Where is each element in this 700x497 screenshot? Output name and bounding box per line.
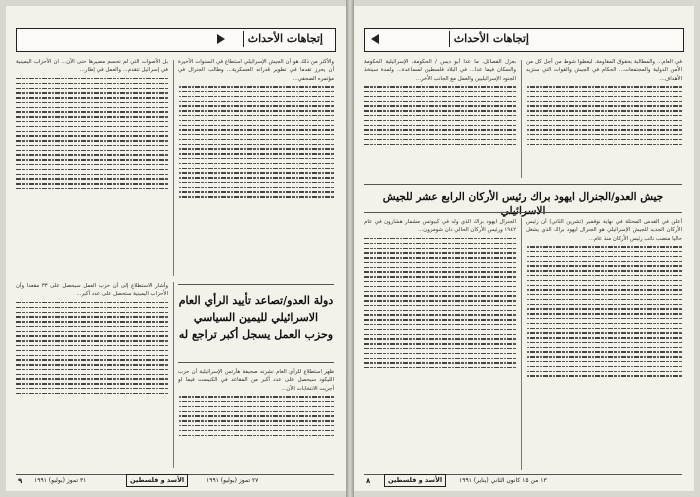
text-line — [364, 343, 516, 344]
divider — [178, 362, 334, 363]
text-line — [16, 388, 168, 389]
text-line — [178, 125, 334, 126]
right-body-column-right — [526, 218, 682, 470]
text-line — [364, 86, 516, 87]
text-line — [16, 131, 168, 132]
right-top-text-b: في العام... والمطالبة بحقوق المقاومة. ليعطوا شوط من أجل كل من الأمن الدولية والمجتمعات... الحكام في الجيش والقوات التي ستزيد الأهداف... — [526, 59, 682, 82]
text-line — [16, 111, 168, 112]
text-line — [178, 105, 334, 106]
arrow-left-icon — [371, 34, 379, 44]
text-line — [178, 430, 334, 431]
text-line — [16, 135, 168, 136]
text-line — [364, 310, 516, 311]
text-line — [364, 96, 516, 97]
text-line — [178, 196, 334, 197]
text-line — [526, 125, 682, 126]
footer-logo: الأسد و فلسطين — [126, 474, 188, 487]
left-body-text-a: ظهر استطلاع للرأي العام نشرته صحيفة هآرتس الإسرائيلية أن حزب الليكود سيحصل على عدد أكبر من المقاعد في الكنيست فيما لو أجريت الانتخابات الآن... — [178, 369, 334, 392]
text-line — [178, 139, 334, 140]
text-line — [526, 134, 682, 135]
text-line — [178, 144, 334, 145]
text-line — [526, 261, 682, 262]
left-page — [6, 6, 346, 491]
text-line — [178, 187, 334, 188]
text-line — [178, 411, 334, 412]
text-line — [178, 435, 334, 436]
text-line — [16, 150, 168, 151]
left-top-text-b: بل الأصوات التي لم تحسم مصيرها حتى الآن... ان الأحزاب اليمينية في إسرائيل تتقدم... والعمل في إطار... — [16, 59, 168, 74]
right-page — [354, 6, 694, 491]
text-line — [16, 316, 168, 317]
text-line — [364, 101, 516, 102]
text-line — [178, 406, 334, 407]
text-line — [16, 126, 168, 127]
text-line — [364, 129, 516, 130]
text-line — [16, 107, 168, 108]
text-line — [16, 364, 168, 365]
right-body-column-left — [364, 218, 516, 470]
text-line — [526, 265, 682, 266]
text-line — [526, 115, 682, 116]
text-line — [364, 324, 516, 325]
divider — [364, 212, 682, 213]
text-line — [526, 289, 682, 290]
text-line — [178, 153, 334, 154]
text-line — [16, 350, 168, 351]
text-line — [178, 96, 334, 97]
text-line — [16, 359, 168, 360]
text-line — [364, 338, 516, 339]
text-line — [526, 347, 682, 348]
text-line — [16, 145, 168, 146]
text-line — [526, 96, 682, 97]
text-line — [526, 351, 682, 352]
article-headline: جيش العدو/الجنرال ايهود براك رئيس الأركان الرابع عشر للجيش الاسرائيلي — [382, 191, 664, 217]
text-line — [16, 307, 168, 308]
left-top-text: والأكثر من ذلك هو أن الجيش الإسرائيلي استطاع في السنوات الأخيرة أن يحرز تقدما في تطوير قدراته العسكرية... وطالب الجنرال في مؤتمره الصحفي... — [178, 59, 334, 82]
text-line — [526, 313, 682, 314]
text-line — [178, 191, 334, 192]
text-line — [16, 88, 168, 89]
text-line — [178, 177, 334, 178]
text-line — [364, 267, 516, 268]
text-line — [16, 159, 168, 160]
text-line — [526, 361, 682, 362]
text-line — [178, 148, 334, 149]
divider — [178, 284, 334, 285]
text-line — [364, 358, 516, 359]
footer-issue-date: ٢٧ تموز (يوليو) ١٩٩١ — [206, 477, 259, 484]
left-top-column-left — [16, 58, 168, 276]
text-line — [526, 110, 682, 111]
column-divider — [173, 60, 174, 276]
text-line — [526, 105, 682, 106]
text-line — [16, 164, 168, 165]
right-body-text-a: أعلن في القدس المحتلة في نهاية نوفمبر (تشرين الثاني) أن رئيس الأركان الجديد للجيش الإسرائيلي هو الجنرال ايهود براك الذي يشغل حاليا منصب نائب رئيس الأركان منذ عام... — [526, 219, 682, 242]
text-line — [16, 83, 168, 84]
text-line — [364, 367, 516, 368]
text-line — [178, 182, 334, 183]
text-line — [364, 238, 516, 239]
text-line — [526, 285, 682, 286]
text-line — [526, 304, 682, 305]
text-line — [526, 332, 682, 333]
text-line — [364, 91, 516, 92]
text-line — [526, 139, 682, 140]
right-top-column-right — [526, 58, 682, 178]
footer-issue-date: ٣١ تموز (يوليو) ١٩٩١ — [34, 477, 87, 484]
text-line — [364, 305, 516, 306]
text-line — [16, 121, 168, 122]
text-line — [526, 366, 682, 367]
text-line — [526, 342, 682, 343]
text-line — [364, 329, 516, 330]
text-line — [16, 97, 168, 98]
text-line — [178, 168, 334, 169]
footer-issue-date: ١٣ من ١٥ كانون الثاني (يناير) ١٩٩١ — [459, 477, 547, 484]
section-header-title: إتجاهات الأحداث — [243, 31, 327, 47]
text-line — [16, 321, 168, 322]
text-line — [178, 425, 334, 426]
text-line — [178, 110, 334, 111]
column-divider — [173, 282, 174, 468]
text-line — [364, 353, 516, 354]
text-line — [178, 420, 334, 421]
text-line — [526, 323, 682, 324]
text-line — [16, 345, 168, 346]
left-body-column-right — [178, 368, 334, 468]
left-body-column-left — [16, 282, 168, 468]
text-line — [526, 101, 682, 102]
text-line — [178, 86, 334, 87]
text-line — [178, 158, 334, 159]
text-line — [364, 286, 516, 287]
text-line — [178, 415, 334, 416]
text-line — [16, 374, 168, 375]
text-line — [364, 262, 516, 263]
text-line — [526, 256, 682, 257]
text-line — [526, 375, 682, 376]
column-divider — [521, 218, 522, 470]
text-line — [16, 174, 168, 175]
text-line — [364, 144, 516, 145]
text-line — [178, 115, 334, 116]
page-number: ٩ — [18, 477, 23, 485]
text-line — [364, 248, 516, 249]
divider — [364, 184, 682, 185]
text-line — [16, 183, 168, 184]
text-line — [16, 102, 168, 103]
text-line — [178, 134, 334, 135]
text-line — [364, 348, 516, 349]
column-divider — [521, 60, 522, 178]
section-header-bar — [16, 28, 336, 52]
text-line — [364, 243, 516, 244]
text-line — [16, 154, 168, 155]
text-line — [526, 371, 682, 372]
text-line — [364, 362, 516, 363]
page-gutter — [346, 0, 354, 497]
text-line — [526, 308, 682, 309]
text-line — [364, 257, 516, 258]
text-line — [16, 383, 168, 384]
text-line — [16, 326, 168, 327]
text-line — [364, 120, 516, 121]
text-line — [16, 92, 168, 93]
text-line — [526, 91, 682, 92]
text-line — [364, 115, 516, 116]
text-line — [364, 291, 516, 292]
text-line — [526, 251, 682, 252]
text-line — [526, 299, 682, 300]
text-line — [526, 280, 682, 281]
text-line — [178, 120, 334, 121]
text-line — [526, 144, 682, 145]
right-body-text-b: الجنرال ايهود براك الذي ولد في كيبوتس مشمار هشارون في عام ١٩٤٢ ورئيس الأركان الحالي دان شومرون... — [364, 219, 516, 234]
text-line — [16, 302, 168, 303]
text-line — [364, 281, 516, 282]
text-line — [526, 337, 682, 338]
text-line — [364, 295, 516, 296]
left-body-text-b: وأشار الاستطلاع إلى أن حزب العمل سيحصل على ٣٣ مقعدا وأن الأحزاب اليمينية ستحصل على عدد أكبر... — [16, 283, 168, 298]
section-header-bar — [364, 28, 684, 52]
text-line — [16, 369, 168, 370]
text-line — [178, 163, 334, 164]
text-line — [16, 140, 168, 141]
text-line — [364, 271, 516, 272]
text-line — [526, 275, 682, 276]
article-headline: دولة العدو/تصاعد تأييد الرأي العام الاسرائيلي لليمين السياسي وحزب العمل يسجل أكبر تراجع له — [178, 294, 334, 341]
text-line — [364, 134, 516, 135]
text-line — [178, 101, 334, 102]
text-line — [526, 328, 682, 329]
page-number: ٨ — [366, 477, 371, 485]
text-line — [364, 125, 516, 126]
text-line — [526, 356, 682, 357]
text-line — [16, 355, 168, 356]
text-line — [364, 300, 516, 301]
text-line — [16, 188, 168, 189]
text-line — [16, 393, 168, 394]
arrow-right-icon — [217, 34, 225, 44]
text-line — [526, 270, 682, 271]
text-line — [364, 105, 516, 106]
text-line — [16, 169, 168, 170]
text-line — [364, 319, 516, 320]
left-top-column-right — [178, 58, 334, 276]
text-line — [16, 331, 168, 332]
text-line — [16, 335, 168, 336]
text-line — [526, 120, 682, 121]
text-line — [364, 139, 516, 140]
text-line — [16, 116, 168, 117]
text-line — [364, 252, 516, 253]
right-top-column-left — [364, 58, 516, 178]
text-line — [526, 318, 682, 319]
text-line — [16, 312, 168, 313]
text-line — [16, 378, 168, 379]
text-line — [178, 396, 334, 397]
text-line — [16, 178, 168, 179]
text-line — [364, 334, 516, 335]
text-line — [526, 294, 682, 295]
text-line — [178, 172, 334, 173]
text-line — [364, 314, 516, 315]
text-line — [16, 340, 168, 341]
text-line — [178, 91, 334, 92]
right-top-text: بعزل الفصائل، ما عدا أبو ديس / الحكومة، الإسرائيلية الحكومة والسكان فيما عدا... في البلاد فلسطين لمساعدة... ولمدة سيتخذ الجنود الإسرائيليين والعمل مع الجانب الأخر... — [364, 59, 516, 82]
text-line — [16, 78, 168, 79]
text-line — [364, 276, 516, 277]
section-header-title: إتجاهات الأحداث — [449, 31, 533, 47]
text-line — [178, 129, 334, 130]
text-line — [526, 129, 682, 130]
footer-logo: الأسد و فلسطين — [384, 474, 446, 487]
text-line — [364, 110, 516, 111]
text-line — [526, 246, 682, 247]
text-line — [178, 401, 334, 402]
text-line — [526, 86, 682, 87]
